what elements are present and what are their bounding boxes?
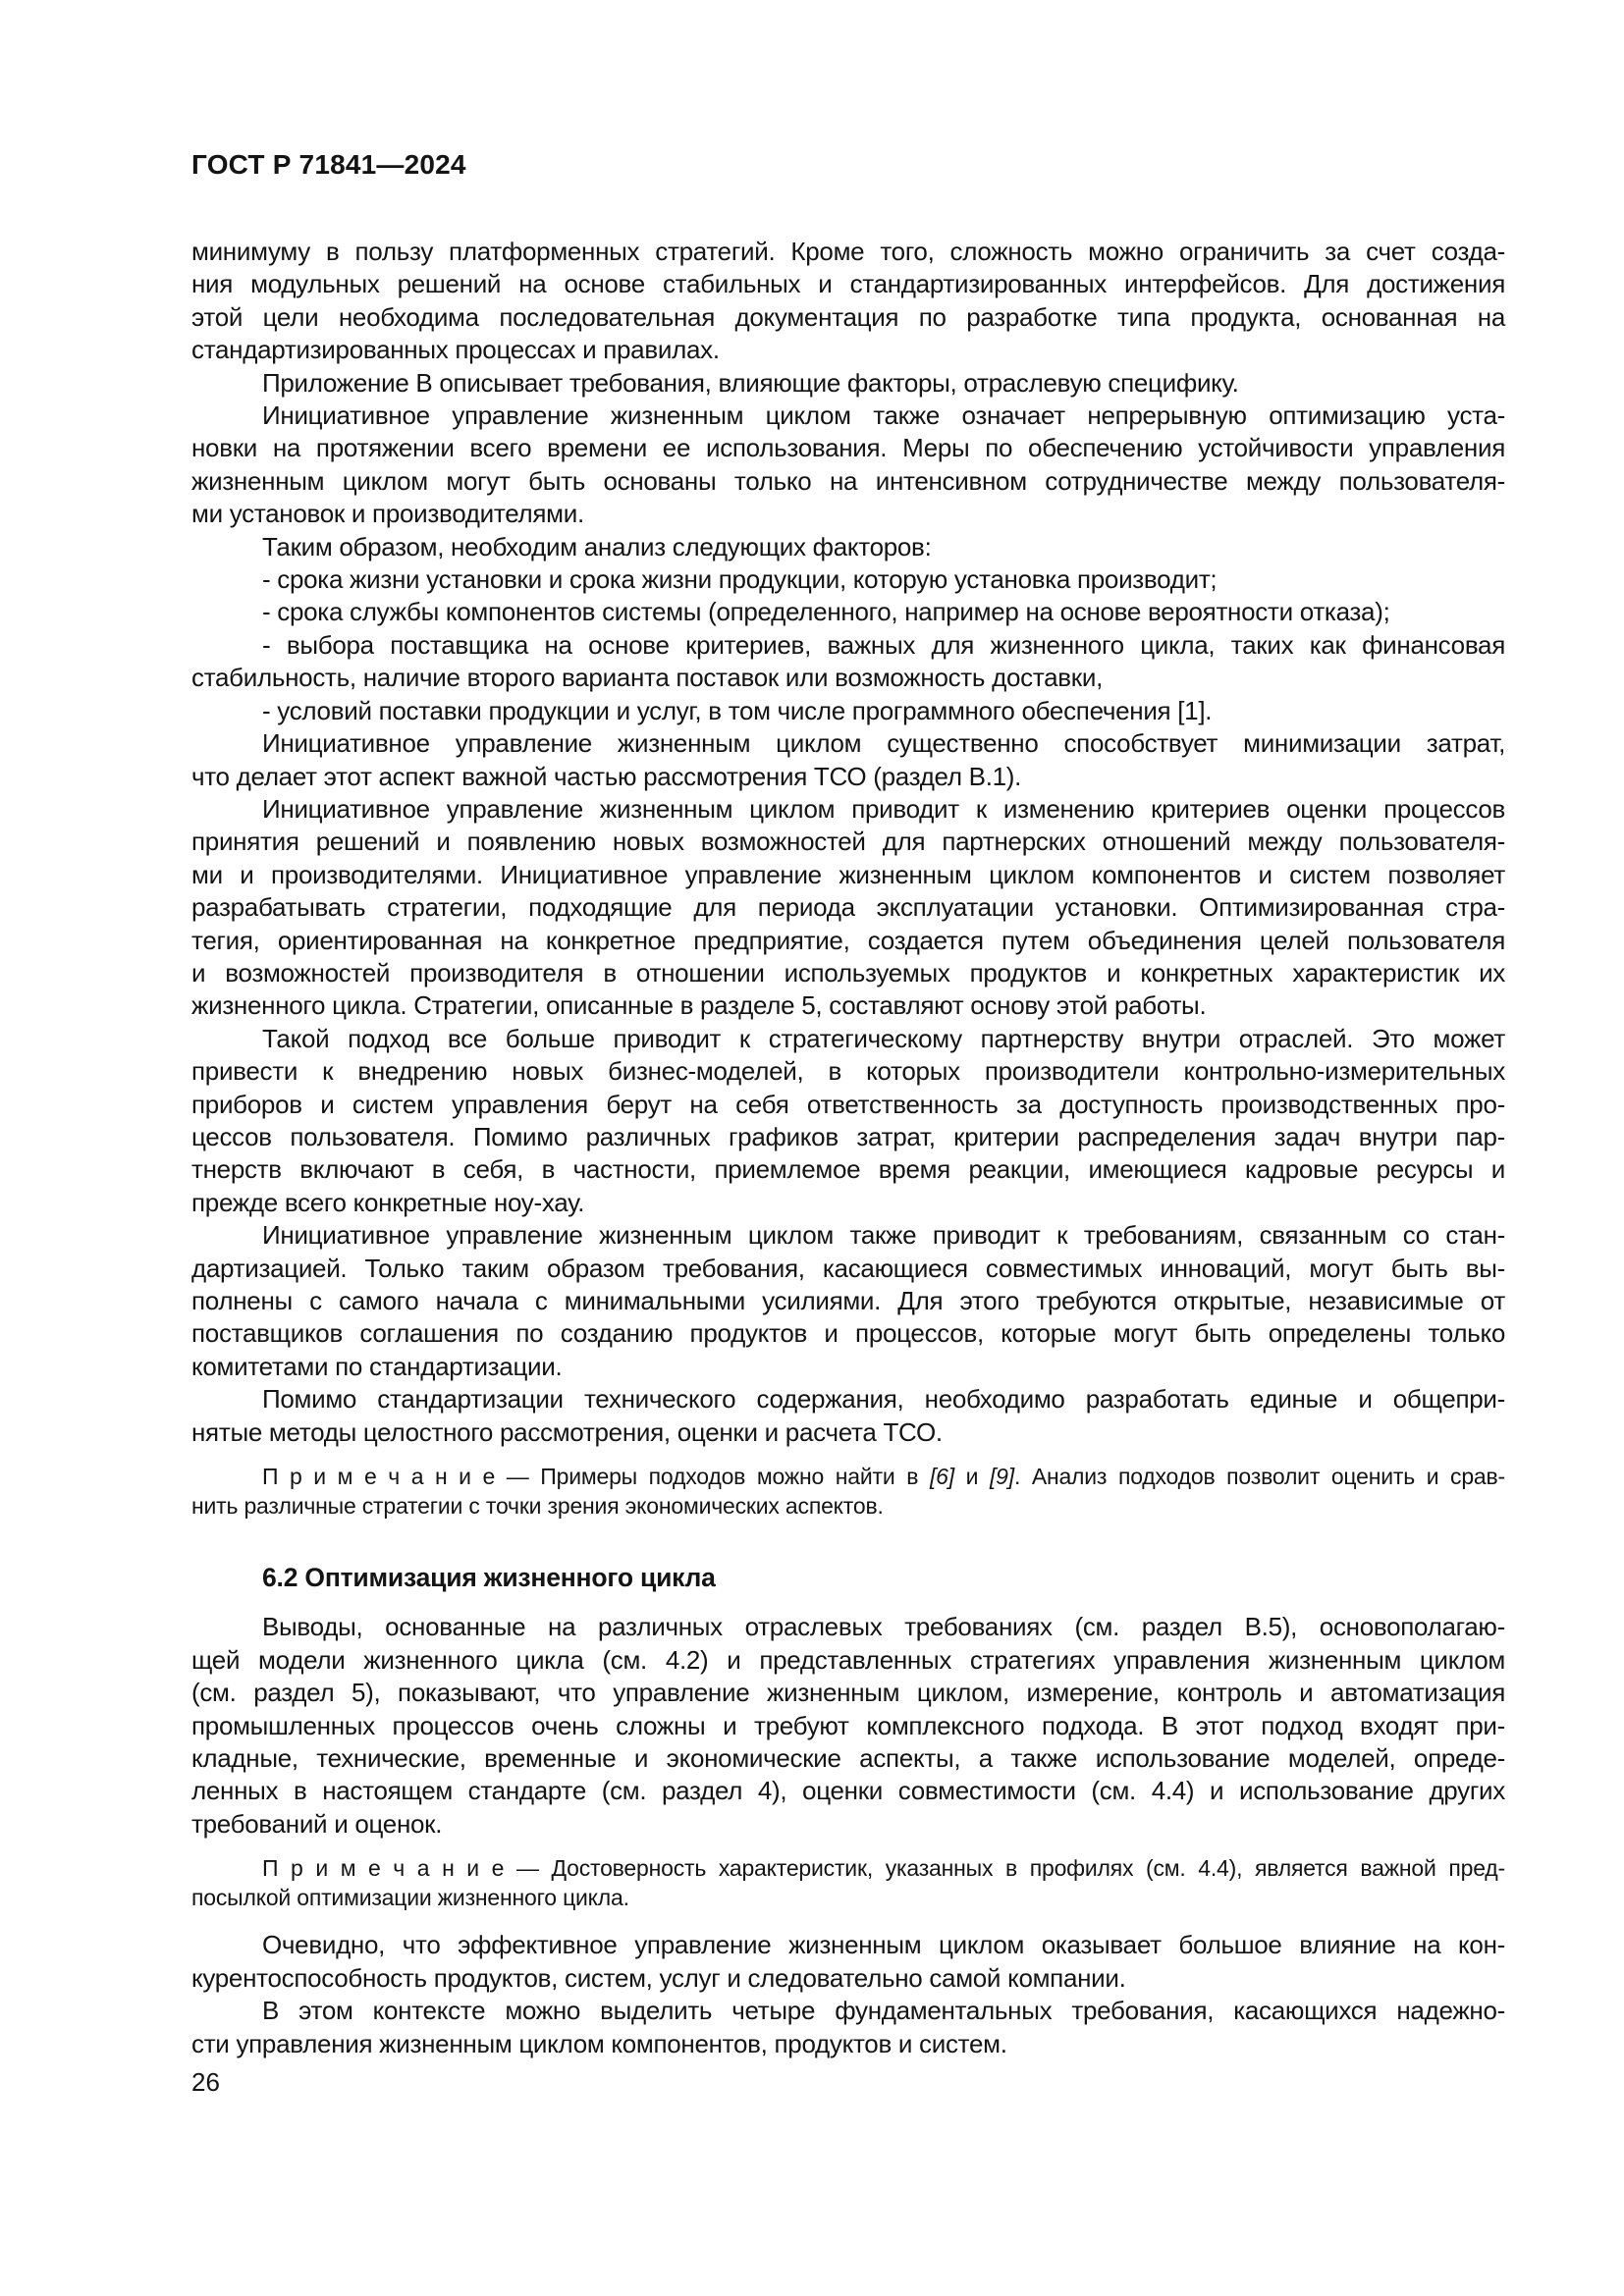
text-line: стабильность, наличие второго варианта поставок или возможность доставки, xyxy=(191,663,1104,693)
text-line: курентоспособность продуктов, систем, услуг и следовательно самой компании. xyxy=(191,1962,1126,1993)
text-line: - условий поставки продукции и услуг, в том числе программного обеспечения [1]. xyxy=(262,695,1213,725)
text-line: щей модели жизненного цикла (см. 4.2) и представленных стратегиях управления жизненным циклом xyxy=(191,1644,1505,1675)
note-block xyxy=(191,1853,1505,1912)
text-line: В этом контексте можно выделить четыре фундаментальных требования, касающихся надежно- xyxy=(262,1996,1505,2026)
text-line: цессов пользователя. Помимо различных графиков затрат, критерии распределения задач внутри пар- xyxy=(191,1121,1505,1151)
text-line: и возможностей производителя в отношении используемых продуктов и конкретных характеристик их xyxy=(191,957,1505,988)
paragraph xyxy=(191,563,1505,596)
paragraph xyxy=(191,1023,1505,1219)
text-line: Выводы, основанные на различных отраслевых требованиях (см. раздел В.5), основополагаю- xyxy=(262,1612,1505,1642)
paragraph xyxy=(191,629,1505,695)
text-line: Очевидно, что эффективное управление жизненным циклом оказывает большое влияние на кон- xyxy=(262,1930,1505,1960)
section-heading: 6.2 Оптимизация жизненного цикла xyxy=(262,1563,716,1593)
text-line: жизненного цикла. Стратегии, описанные в разделе 5, составляют основу этой работы. xyxy=(191,990,1207,1021)
text-line: Инициативное управление жизненным циклом также приводит к требованиям, связанным со стан- xyxy=(262,1220,1505,1251)
text-column xyxy=(191,149,1505,2060)
paragraph xyxy=(191,596,1505,628)
paragraph xyxy=(191,400,1505,531)
text-line xyxy=(191,1462,1505,1491)
text-line: ния модульных решений на основе стабильных и стандартизированных интерфейсов. Для достижения xyxy=(191,269,1505,299)
text-line: промышленных процессов очень сложны и требуют комплексного подхода. В этот подход входят при- xyxy=(191,1710,1505,1740)
text-line: кладные, технические, временные и экономические аспекты, а также использование моделей, опреде- xyxy=(191,1743,1505,1774)
reference-italic: [9] xyxy=(989,1464,1014,1490)
paragraph xyxy=(191,236,1505,367)
reference-italic: [6] xyxy=(929,1464,954,1490)
paragraph xyxy=(191,1611,1505,1841)
text-line: - выбора поставщика на основе критериев, важных для жизненного цикла, таких как финансовая xyxy=(262,629,1505,660)
text-segment: и xyxy=(953,1464,990,1490)
text-line: нить различные стратегии с точки зрения экономических аспектов. xyxy=(191,1493,884,1520)
text-line: новки на протяжении всего времени ее использования. Меры по обеспечению устойчивости управления xyxy=(191,433,1505,463)
note-block xyxy=(191,1462,1505,1521)
paragraph xyxy=(191,531,1505,563)
document-body xyxy=(191,236,1505,2060)
text-line: - срока жизни установки и срока жизни продукции, которую установка производит; xyxy=(262,564,1218,595)
text-line: ленных в настоящем стандарте (см. раздел 4), оценки совместимости (см. 4.4) и использование других xyxy=(191,1776,1505,1806)
text-line: прежде всего конкретные ноу-хау. xyxy=(191,1187,585,1217)
paragraph xyxy=(191,793,1505,1023)
text-line: - срока службы компонентов системы (определенного, например на основе вероятности отказа); xyxy=(262,597,1390,627)
paragraph xyxy=(191,727,1505,793)
text-line: сти управления жизненным циклом компонентов, продуктов и систем. xyxy=(191,2028,1007,2058)
text-line: нятые методы целостного рассмотрения, оценки и расчета ТСО. xyxy=(191,1416,943,1447)
text-line: тегия, ориентированная на конкретное предприятие, создается путем объединения целей пользователя xyxy=(191,925,1505,955)
text-line: Такой подход все больше приводит к стратегическому партнерству внутри отраслей. Это может xyxy=(262,1023,1505,1053)
text-segment: П р и м е ч а н и е — Примеры подходов можно найти в xyxy=(262,1464,930,1490)
page-number: 26 xyxy=(191,2067,220,2097)
text-line: полнены с самого начала с минимальными усилиями. Для этого требуются открытые, независимые от xyxy=(191,1286,1505,1315)
paragraph xyxy=(191,1995,1505,2060)
text-line: Таким образом, необходим анализ следующих факторов: xyxy=(262,531,932,561)
text-line: дартизацией. Только таким образом требования, касающиеся совместимых инноваций, могут быть вы- xyxy=(191,1253,1505,1283)
text-line: ми установок и производителями. xyxy=(191,499,584,529)
text-line: П р и м е ч а н и е — Достоверность характеристик, указанных в профилях (см. 4.4), является важной пред- xyxy=(262,1855,1505,1882)
text-line: комитетами по стандартизации. xyxy=(191,1351,563,1381)
text-line: Инициативное управление жизненным циклом приводит к изменению критериев оценки процессов xyxy=(262,793,1505,824)
text-line: Помимо стандартизации технического содержания, необходимо разработать единые и общепри- xyxy=(262,1384,1505,1415)
text-line: требований и оценок. xyxy=(191,1808,443,1839)
text-line: жизненным циклом могут быть основаны только на интенсивном сотрудничестве между пользователя- xyxy=(191,465,1505,496)
text-line: ми и производителями. Инициативное управление жизненным циклом компонентов и систем позволяет xyxy=(191,859,1505,889)
paragraph xyxy=(191,695,1505,727)
text-line: поставщиков соглашения по созданию продуктов и процессов, которые могут быть определены только xyxy=(191,1318,1505,1349)
text-line: минимуму в пользу платформенных стратегий. Кроме того, сложность можно ограничить за счет созда- xyxy=(191,237,1505,266)
text-line: принятия решений и появлению новых возможностей для партнерских отношений между пользователя- xyxy=(191,827,1505,857)
text-line: привести к внедрению новых бизнес-моделей, в которых производители контрольно-измерительных xyxy=(191,1056,1505,1087)
text-line: разрабатывать стратегии, подходящие для периода эксплуатации установки. Оптимизированная стра- xyxy=(191,892,1505,923)
paragraph xyxy=(191,367,1505,400)
standard-designation-header: ГОСТ Р 71841—2024 xyxy=(191,149,466,180)
text-line: приборов и систем управления берут на себя ответственность за доступность производственных про- xyxy=(191,1089,1505,1119)
text-line: Инициативное управление жизненным циклом существенно способствует минимизации затрат, xyxy=(262,728,1505,759)
paragraph xyxy=(191,1219,1505,1383)
text-line: тнерств включают в себя, в частности, приемлемое время реакции, имеющиеся кадровые ресурсы и xyxy=(191,1154,1505,1185)
paragraph xyxy=(191,1383,1505,1449)
text-line: этой цели необходима последовательная документация по разработке типа продукта, основанная на xyxy=(191,301,1505,332)
text-line: стандартизированных процессах и правилах. xyxy=(191,335,720,365)
text-line: что делает этот аспект важной частью рассмотрения ТСО (раздел В.1). xyxy=(191,761,1022,791)
text-line: посылкой оптимизации жизненного цикла. xyxy=(191,1885,629,1911)
paragraph xyxy=(191,1929,1505,1995)
text-line: (см. раздел 5), показывают, что управление жизненным циклом, измерение, контроль и автоматизация xyxy=(191,1678,1505,1708)
text-line: Приложение В описывает требования, влияющие факторы, отраслевую специфику. xyxy=(262,367,1239,398)
text-segment: . Анализ подходов позволит оценить и срав- xyxy=(1013,1464,1505,1490)
text-line: Инициативное управление жизненным циклом также означает непрерывную оптимизацию уста- xyxy=(262,400,1505,431)
